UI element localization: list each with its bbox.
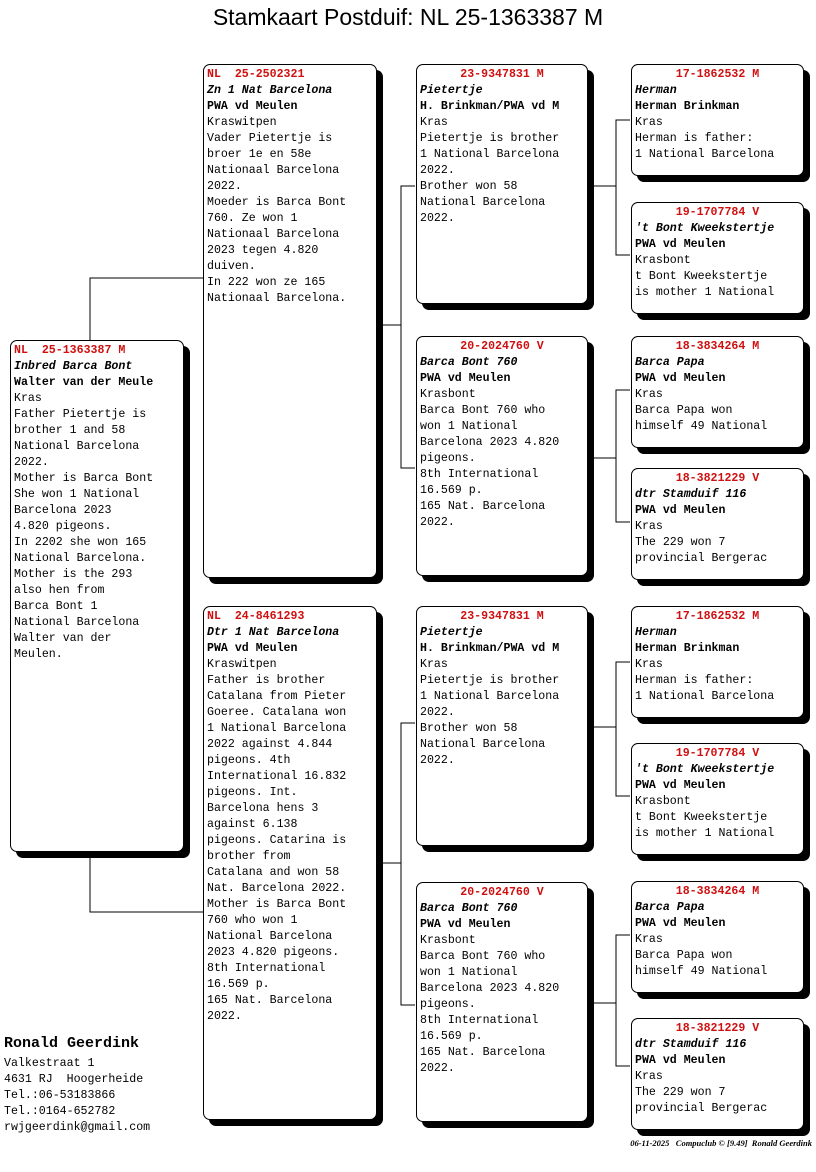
connector-mother-mf bbox=[383, 723, 415, 863]
connector-mf-mff bbox=[591, 662, 630, 727]
pigeon-note: t Bont Kweekstertje is mother 1 National bbox=[635, 270, 775, 299]
pigeon-color: Krasbont bbox=[420, 388, 476, 401]
connector-mf-mfm bbox=[616, 727, 630, 796]
pigeon-color: Kras bbox=[635, 520, 663, 533]
pigeon-note: Barca Bont 760 who won 1 National Barcelona 2023 4.820 pigeons. 8th International 16.569 p. 165 Nat. Barcelona 2022. bbox=[420, 950, 560, 1075]
pigeon-color: Kras bbox=[635, 658, 663, 671]
pigeon-color: Kras bbox=[635, 933, 663, 946]
pigeon-owner: Herman Brinkman bbox=[635, 642, 740, 655]
pigeon-note: t Bont Kweekstertje is mother 1 National bbox=[635, 811, 775, 840]
pigeon-owner: PWA vd Meulen bbox=[635, 779, 726, 792]
pigeon-note: Herman is father: 1 National Barcelona bbox=[635, 132, 775, 161]
pigeon-card-mm-dam[interactable] bbox=[631, 1018, 804, 1130]
pigeon-note: The 229 won 7 provincial Bergerac bbox=[635, 536, 768, 565]
ring-number: 23-9347831 M bbox=[460, 68, 544, 81]
pigeon-color: Kras bbox=[635, 1070, 663, 1083]
pigeon-note: Pietertje is brother 1 National Barcelona 2022. Brother won 58 National Barcelona 2022. bbox=[420, 132, 560, 225]
connector-subject-father bbox=[90, 278, 203, 340]
ring-number: 20-2024760 V bbox=[460, 886, 544, 899]
pigeon-color: Kras bbox=[420, 658, 448, 671]
pigeon-name: Dtr 1 Nat Barcelona bbox=[207, 626, 340, 639]
pigeon-name: dtr Stamduif 116 bbox=[635, 488, 747, 501]
ring-number: 19-1707784 V bbox=[675, 747, 760, 760]
connector-mm-mmm bbox=[616, 1003, 630, 1066]
pigeon-name: Herman bbox=[635, 626, 677, 639]
pigeon-name: Pietertje bbox=[420, 626, 483, 639]
pigeon-note: Pietertje is brother 1 National Barcelona 2022. Brother won 58 National Barcelona 2022. bbox=[420, 674, 560, 767]
pigeon-name: dtr Stamduif 116 bbox=[635, 1038, 747, 1051]
pigeon-color: Krasbont bbox=[420, 934, 476, 947]
pigeon-card-mother-sire[interactable] bbox=[416, 606, 588, 846]
breeder-phone-1: Tel.:06-53183866 bbox=[4, 1089, 116, 1102]
ring-number: 18-3821229 V bbox=[675, 1022, 760, 1035]
pigeon-color: Krasbont bbox=[635, 254, 691, 267]
pigeon-card-mf-dam[interactable] bbox=[631, 743, 804, 855]
pigeon-card-fm-sire[interactable] bbox=[631, 336, 804, 448]
pigeon-card-father-dam[interactable] bbox=[416, 336, 588, 576]
pigeon-name: Barca Papa bbox=[635, 901, 705, 914]
pigeon-color: Krasbont bbox=[635, 795, 691, 808]
pigeon-card-father[interactable] bbox=[203, 64, 377, 578]
breeder-city: 4631 RJ Hoogerheide bbox=[4, 1073, 144, 1086]
ring-number: 17-1862532 M bbox=[675, 68, 760, 81]
pigeon-card-ff-sire[interactable] bbox=[631, 64, 804, 176]
pigeon-card-mm-sire[interactable] bbox=[631, 881, 804, 993]
connector-subject-mother bbox=[90, 858, 203, 912]
pigeon-card-subject[interactable] bbox=[10, 340, 184, 852]
pigeon-note: The 229 won 7 provincial Bergerac bbox=[635, 1086, 768, 1115]
pigeon-owner: Herman Brinkman bbox=[635, 100, 740, 113]
ring-number: 20-2024760 V bbox=[460, 340, 544, 353]
connector-father-fm bbox=[401, 325, 415, 468]
pigeon-owner: PWA vd Meulen bbox=[420, 372, 511, 385]
pigeon-card-mf-sire[interactable] bbox=[631, 606, 804, 718]
pigeon-name: Barca Papa bbox=[635, 356, 705, 369]
ring-number: 17-1862532 M bbox=[675, 610, 760, 623]
pigeon-owner: PWA vd Meulen bbox=[207, 642, 298, 655]
pigeon-note: Barca Papa won himself 49 National bbox=[635, 949, 768, 978]
pigeon-name: 't Bont Kweekstertje bbox=[635, 222, 775, 235]
pigeon-color: Kras bbox=[420, 116, 448, 129]
connector-mm-mmf bbox=[591, 935, 630, 1003]
pigeon-card-ff-dam[interactable] bbox=[631, 202, 804, 314]
pigeon-color: Kraswitpen bbox=[207, 658, 277, 671]
pigeon-color: Kras bbox=[635, 116, 663, 129]
pigeon-card-mother-dam[interactable] bbox=[416, 882, 588, 1122]
pigeon-name: Herman bbox=[635, 84, 677, 97]
pigeon-owner: Walter van der Meule bbox=[14, 376, 154, 389]
pigeon-note: Herman is father: 1 National Barcelona bbox=[635, 674, 775, 703]
ring-number: 18-3834264 M bbox=[675, 885, 760, 898]
pigeon-card-father-sire[interactable] bbox=[416, 64, 588, 304]
pigeon-name: Barca Bont 760 bbox=[420, 356, 518, 369]
ring-number: NL 24-8461293 bbox=[207, 610, 305, 623]
pigeon-owner: PWA vd Meulen bbox=[635, 372, 726, 385]
breeder-address-block bbox=[4, 1034, 150, 1136]
connector-ff-ffm bbox=[616, 186, 630, 255]
connector-ff-fff bbox=[591, 120, 630, 186]
pigeon-name: 't Bont Kweekstertje bbox=[635, 763, 775, 776]
pigeon-owner: H. Brinkman/PWA vd M bbox=[420, 642, 560, 655]
pigeon-color: Kraswitpen bbox=[207, 116, 277, 129]
pigeon-color: Kras bbox=[635, 388, 663, 401]
pigeon-note: Father is brother Catalana from Pieter Goeree. Catalana won 1 National Barcelona 2022 against 4.844 pigeons. 4th International 16.832 pigeons. Int. Barcelona hens 3 against 6.138 pigeons. Catarina is brother from Catalana and won 58 Nat. Barcelona 2022. Mother is Barca Bont 760 who won 1 National Barcelona 2023 4.820 pigeons. 8th International 16.569 p. 165 Nat. Barcelona 2022. bbox=[207, 674, 347, 1023]
ring-number: NL 25-1363387 M bbox=[14, 344, 126, 357]
pigeon-card-mother[interactable] bbox=[203, 606, 377, 1120]
pigeon-name: Pietertje bbox=[420, 84, 483, 97]
pigeon-name: Zn 1 Nat Barcelona bbox=[207, 84, 333, 97]
breeder-street: Valkestraat 1 bbox=[4, 1057, 95, 1070]
ring-number: 23-9347831 M bbox=[460, 610, 544, 623]
pigeon-note: Vader Pietertje is broer 1e en 58e Nationaal Barcelona 2022. Moeder is Barca Bont 760. Ze won 1 Nationaal Barcelona 2023 tegen 4.820 duiven. In 222 won ze 165 Nationaal Barcelona. bbox=[207, 132, 347, 305]
pigeon-color: Kras bbox=[14, 392, 42, 405]
pigeon-owner: H. Brinkman/PWA vd M bbox=[420, 100, 560, 113]
ring-number: 18-3821229 V bbox=[675, 472, 760, 485]
pigeon-card-fm-dam[interactable] bbox=[631, 468, 804, 580]
pigeon-owner: PWA vd Meulen bbox=[635, 238, 726, 251]
pigeon-name: Barca Bont 760 bbox=[420, 902, 518, 915]
pigeon-owner: PWA vd Meulen bbox=[635, 504, 726, 517]
connector-fm-fmm bbox=[616, 458, 630, 522]
connector-fm-fmf bbox=[591, 390, 630, 458]
pigeon-owner: PWA vd Meulen bbox=[635, 1054, 726, 1067]
pigeon-name: Inbred Barca Bont bbox=[14, 360, 133, 373]
pigeon-note: Barca Bont 760 who won 1 National Barcelona 2023 4.820 pigeons. 8th International 16.569 p. 165 Nat. Barcelona 2022. bbox=[420, 404, 560, 529]
pigeon-note: Barca Papa won himself 49 National bbox=[635, 404, 768, 433]
print-footer: 06-11-2025 Compuclub © [9.49] Ronald Geerdink bbox=[630, 1138, 812, 1148]
page-title: Stamkaart Postduif: NL 25-1363387 M bbox=[212, 4, 604, 30]
breeder-phone-2: Tel.:0164-652782 bbox=[4, 1105, 116, 1118]
pigeon-owner: PWA vd Meulen bbox=[207, 100, 298, 113]
ring-number: NL 25-2502321 bbox=[207, 68, 305, 81]
breeder-email[interactable]: rwjgeerdink@gmail.com bbox=[4, 1121, 151, 1134]
connector-mother-mm bbox=[401, 863, 415, 1005]
pigeon-owner: PWA vd Meulen bbox=[420, 918, 511, 931]
ring-number: 19-1707784 V bbox=[675, 206, 760, 219]
breeder-name: Ronald Geerdink bbox=[4, 1035, 140, 1052]
pigeon-note: Father Pietertje is brother 1 and 58 National Barcelona 2022. Mother is Barca Bont She won 1 National Barcelona 2023 4.820 pigeons. In 2202 she won 165 National Barcelona. Mother is the 293 also hen from Barca Bont 1 National Barcelona Walter van der Meulen. bbox=[14, 408, 154, 661]
connector-father-ff bbox=[383, 186, 415, 325]
ring-number: 18-3834264 M bbox=[675, 340, 760, 353]
pigeon-owner: PWA vd Meulen bbox=[635, 917, 726, 930]
